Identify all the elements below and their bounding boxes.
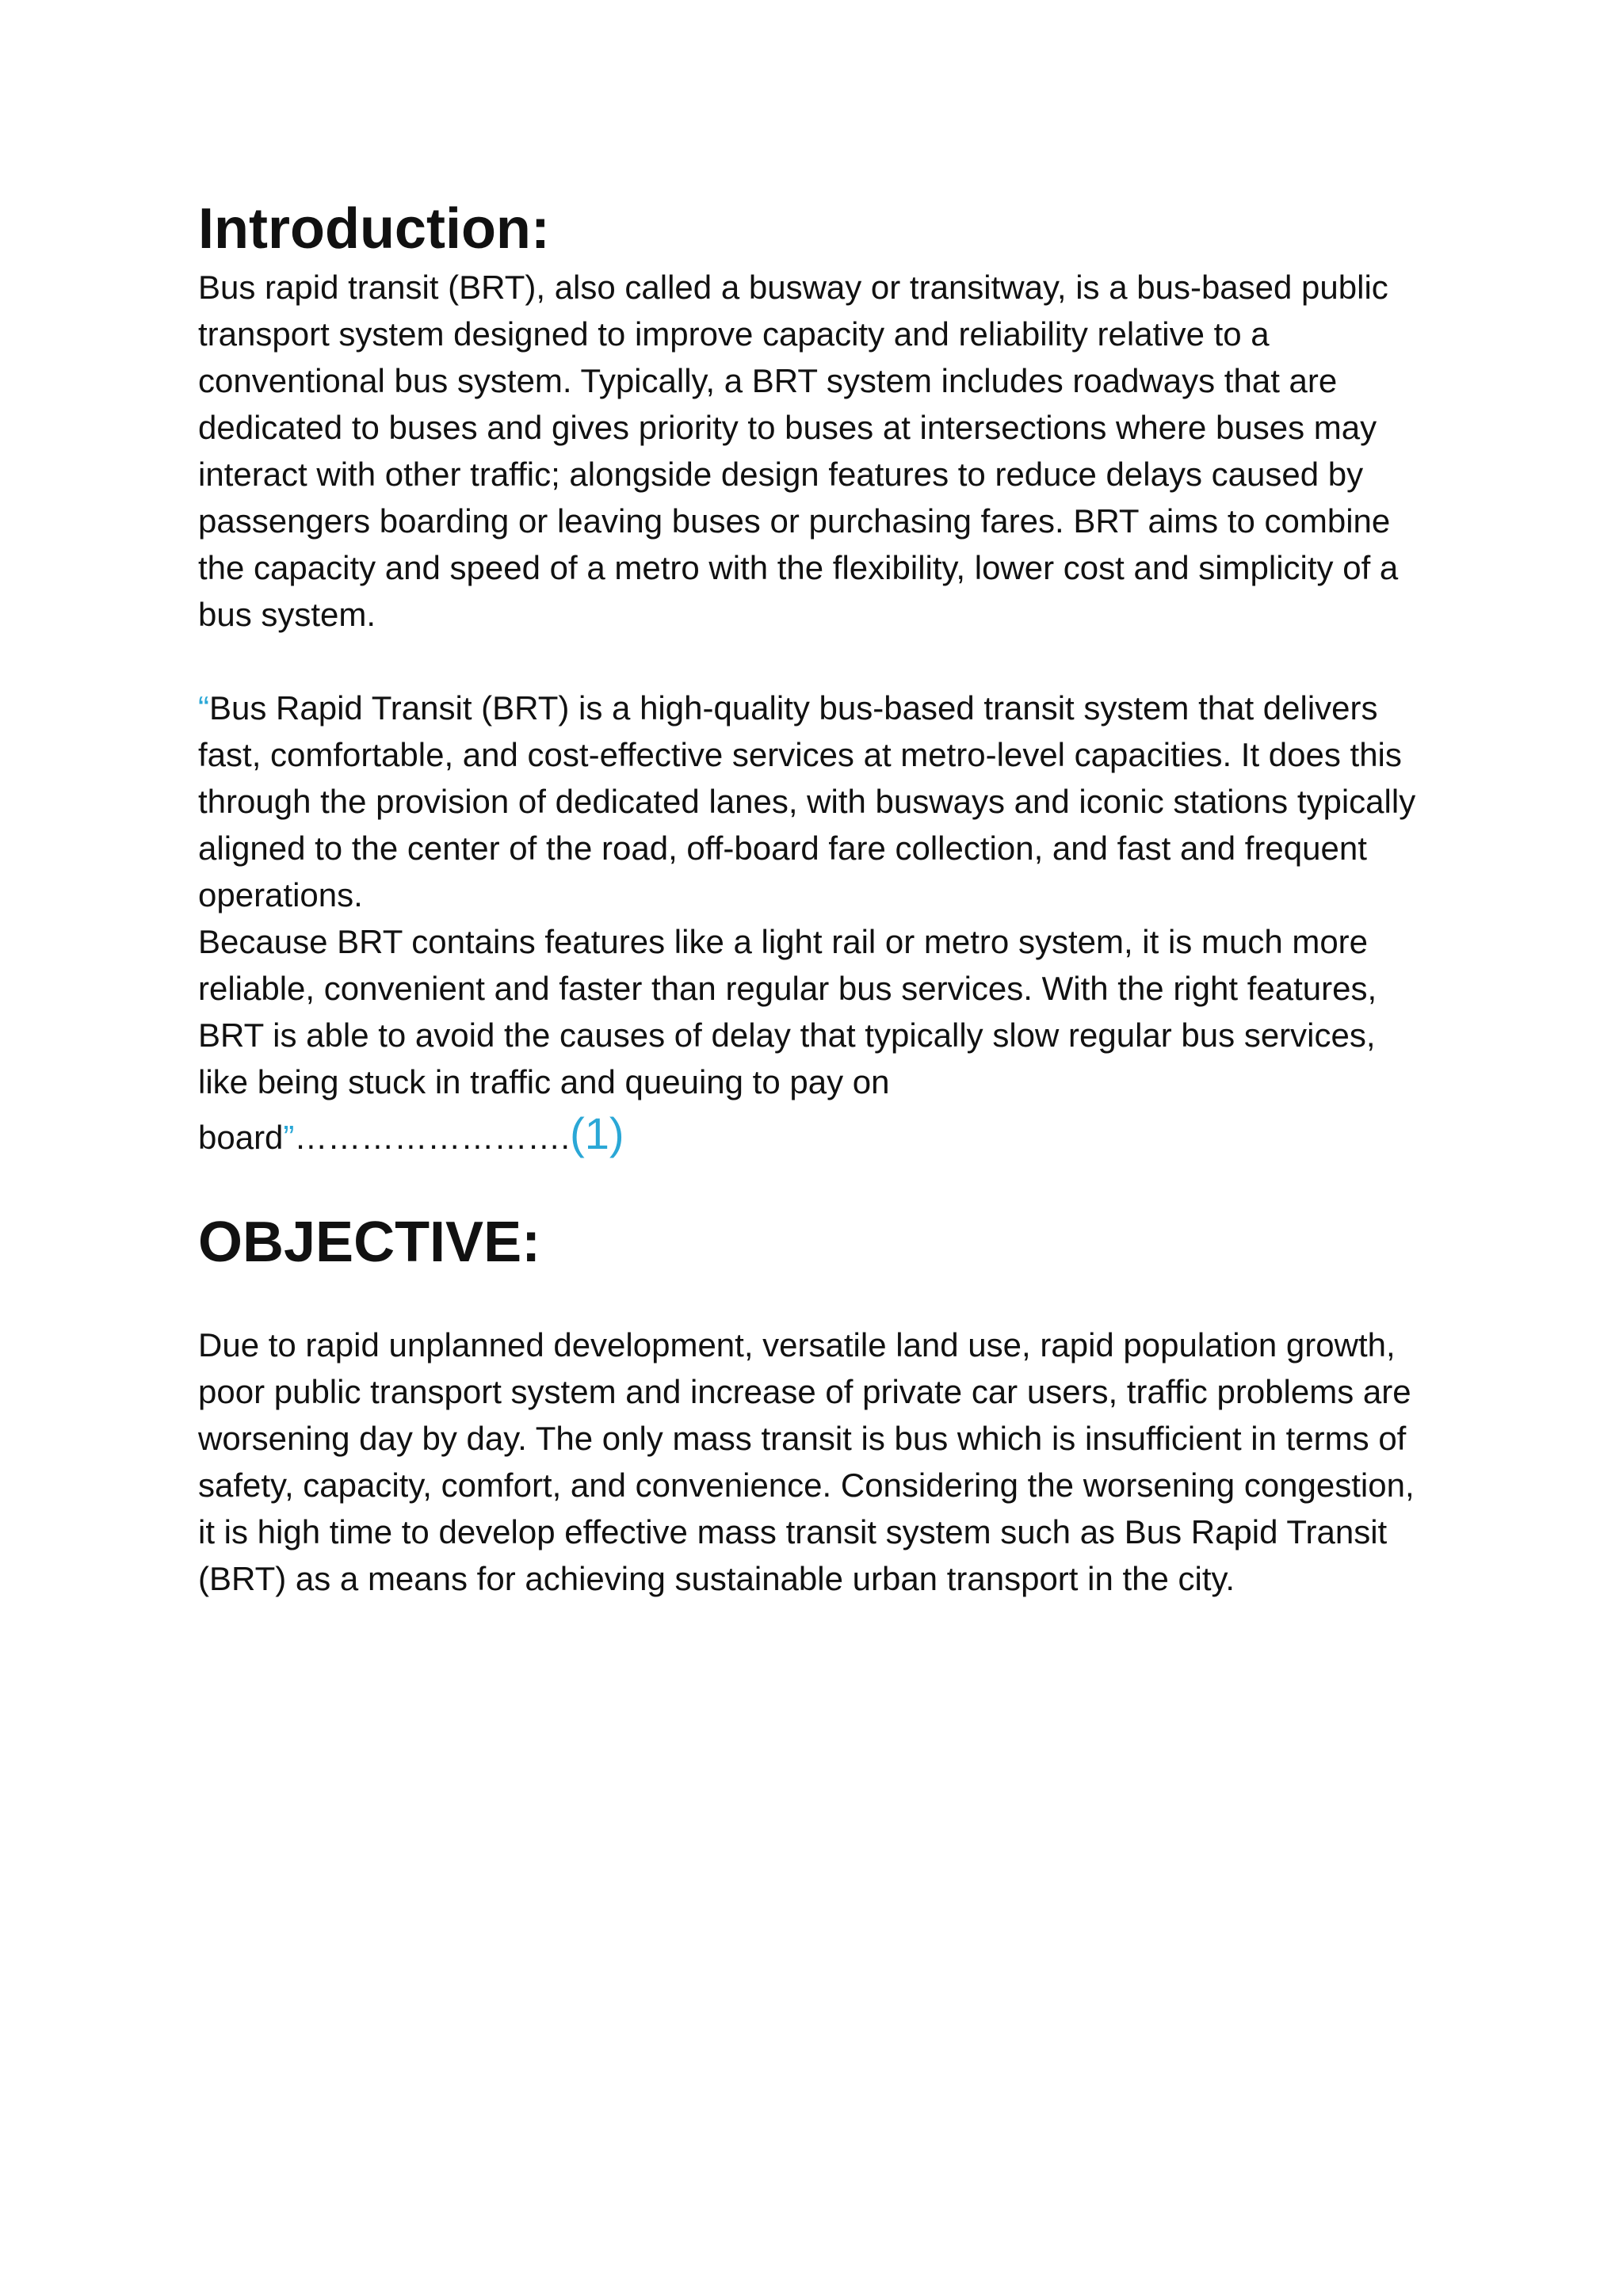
introduction-paragraph: Bus rapid transit (BRT), also called a busway or transitway, is a bus-based public transport system designed to improve capacity and reliability relative to a conventional bus system. Typically, a BRT system includes roadways that are dedicated to buses and gives priority to buses at intersections where buses may interact with other traffic; alongside design features to reduce delays caused by passengers boarding or leaving buses or purchasing fares. BRT aims to combine the capacity and speed of a metro with the flexibility, lower cost and simplicity of a bus system. xyxy=(198,269,1399,634)
document-page xyxy=(198,198,1434,1602)
reference-marker: (1) xyxy=(570,1108,624,1159)
quote-paragraph-1 xyxy=(198,685,1434,918)
quote-block xyxy=(198,685,1434,1161)
objective-heading: OBJECTIVE: xyxy=(198,1211,541,1275)
quote-paragraph-1-text: Bus Rapid Transit (BRT) is a high-quality bus-based transit system that delivers fast, comfortable, and cost-effective services at metro-level capacities. It does this through the provision of dedicated lanes, with busways and iconic stations typically aligned to the center of the road, off-board fare collection, and fast and frequent operations. xyxy=(198,689,1416,914)
open-quote-mark: “ xyxy=(198,689,209,727)
close-quote-mark: ” xyxy=(283,1119,295,1157)
leader-dots: ……………………. xyxy=(294,1119,571,1157)
quote-paragraph-2: Because BRT contains features like a light rail or metro system, it is much more reliable, convenient and faster than regular bus services. With the right features, BRT is able to avoid the causes of delay that typically slow regular bus services, like being stuck in traffic and queuing to pay on xyxy=(198,923,1377,1101)
quote-last-word: board xyxy=(198,1119,284,1157)
introduction-heading: Introduction: xyxy=(198,197,550,261)
quote-last-line xyxy=(198,1110,1434,1161)
objective-paragraph: Due to rapid unplanned development, versatile land use, rapid population growth, poor public transport system and increase of private car users, traffic problems are worsening day by day. The only mass transit is bus which is insufficient in terms of safety, capacity, comfort, and convenience. Considering the worsening congestion, it is high time to develop effective mass transit system such as Bus Rapid Transit (BRT) as a means for achieving sustainable urban transport in the city. xyxy=(198,1326,1415,1598)
